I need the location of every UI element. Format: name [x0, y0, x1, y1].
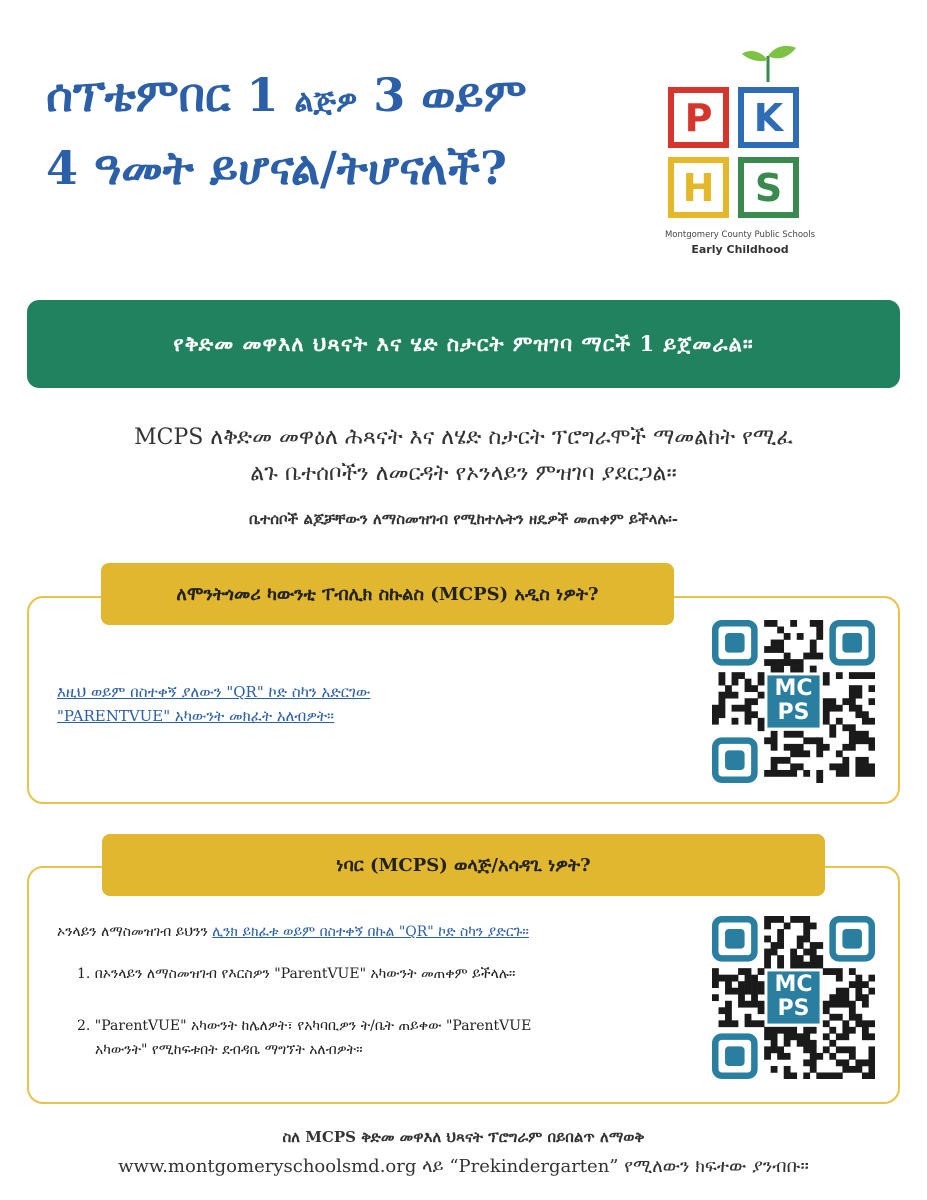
qr-code-new-family[interactable] [712, 620, 875, 783]
logo-letter-k: K [738, 87, 799, 148]
logo-caption-district: Montgomery County Public Schools [664, 230, 816, 240]
intro-subtext: ቤተሰቦች ልጆቻቸውን ለማስመዝገብ የሚከተሉትን ዘዴዎች መጠቀም ይችላሉ፡- [249, 510, 678, 528]
qr-mcps-label: PS [777, 700, 810, 725]
qr-code-current-family[interactable] [712, 916, 875, 1079]
logo-letter-h: H [668, 157, 729, 218]
intro-paragraph [40, 420, 887, 492]
logo-letter-p: P [668, 87, 729, 148]
banner-text: የቅድመ መዋእለ ህጻናት እና ሄድ ስታርት ምዝገባ ማርች 1 ይጀመራል። [173, 331, 754, 356]
intro-line-2: ልጉ ቤተሰቦችን ለመርዳት የኦንላይን ምዝገባ ያደርጋል። [250, 461, 677, 486]
current-family-intro [57, 924, 529, 940]
new-family-card-tab [101, 563, 674, 625]
current-family-card [27, 866, 900, 1104]
current-family-item-2-line-2: አካውንት" የሚከፍቱበት ደብዳቤ ማግኘት አለብዎት። [95, 1042, 363, 1058]
registration-banner [27, 300, 900, 388]
logo-letter-s: S [738, 157, 799, 218]
headline-line-2: 4 ዓመት ይሆናል/ትሆናለች? [46, 141, 507, 195]
new-family-link-line-2[interactable]: "PARENTVUE" አካውንት መክፈት አለብዎት። [57, 707, 335, 725]
qr-mcps-label: MC [774, 972, 813, 997]
new-family-link[interactable] [57, 680, 370, 728]
current-family-link[interactable]: ሊንክ ይክፈቱ ወይም በስተቀኝ በኩል "QR" ኮድ ስካን ያድርጉ። [212, 924, 529, 940]
current-family-intro-text: ኦንላይን ለማስመዝገብ ይህንን [57, 924, 213, 940]
page-headline [46, 62, 646, 201]
current-family-card-tab [102, 834, 825, 896]
new-family-card-title: ለሞንትጎመሪ ካውንቲ ፐብሊክ ስኩልስ (MCPS) አዲስ ነዎት? [176, 583, 599, 605]
headline-line-1 [46, 62, 646, 135]
footer-line-1: ስለ MCPS ቅድመ መዋእለ ህጻናት ፕሮግራም በይበልጥ ለማወቅ [282, 1128, 645, 1146]
headline-text-small: ልጅዎ [294, 84, 358, 119]
intro-line-1: MCPS ለቅድመ መዋዕለ ሕጻናት እና ለሄድ ስታርት ፕሮግራሞች ማመልከት የሚፈ [134, 425, 793, 450]
current-family-card-title: ነባር (MCPS) ወላጅ/አሳዳጊ ነዎት? [336, 854, 591, 876]
qr-mcps-label: MC [774, 676, 813, 701]
current-family-item-2 [77, 1014, 531, 1062]
headline-text: ሰፕቴምበር 1 [46, 68, 279, 122]
new-family-card [27, 596, 900, 804]
qr-mcps-label: PS [777, 996, 810, 1021]
current-family-item-2-line-1: 2. "ParentVUE" አካውንት ከሌለዎት፣ የአካባቢዎን ት/ቤት ጠይቀው "ParentVUE [77, 1018, 532, 1034]
new-family-link-line-1[interactable]: እዚህ ወይም በስተቀኝ ያለውን "QR" ኮድ ስካን አድርገው [57, 683, 371, 701]
current-family-item-1: 1. በኦንላይን ለማስመዝገብ የእርስዎን "ParentVUE" አካውንት መጠቀም ይችላሉ። [77, 966, 516, 982]
footer-line-2: www.montgomeryschoolsmd.org ላይ “Prekindergarten” የሚለውን ክፍተው ያንብቡ። [118, 1156, 809, 1177]
pkhs-logo [660, 40, 820, 265]
logo-caption-program: Early Childhood [691, 243, 789, 256]
headline-text: 3 ወይም [373, 68, 527, 122]
sprout-icon [738, 42, 798, 82]
